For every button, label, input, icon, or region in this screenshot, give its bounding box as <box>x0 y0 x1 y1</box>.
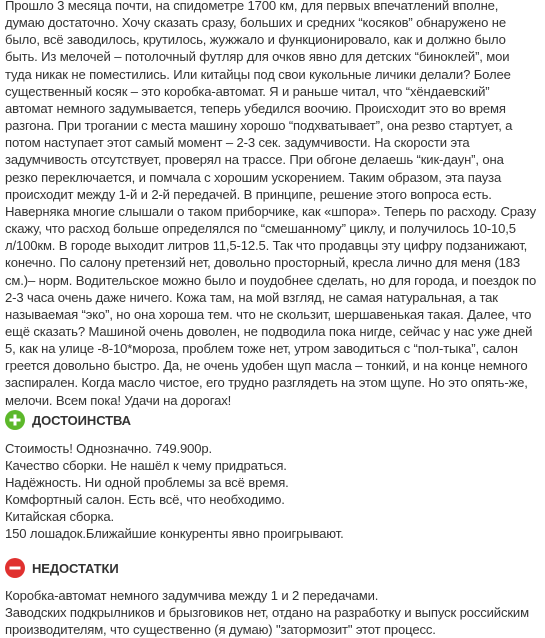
list-item: Заводских подкрылников и брызговиков нет, отдано на разработку и выпуск российским производителям, что существенно (я думаю) "затормозит" этот процесс. <box>5 605 529 638</box>
pros-list <box>5 440 537 543</box>
pros-header <box>5 409 131 431</box>
cons-title: НЕДОСТАТКИ <box>32 560 119 576</box>
list-item: Коробка-автомат немного задумчива между 1 и 2 передачами. <box>5 588 379 603</box>
list-item: Комфортный салон. Есть всё, что необходимо. <box>5 492 285 508</box>
cons-header <box>5 557 119 579</box>
minus-icon <box>5 558 25 578</box>
pros-title: ДОСТОИНСТВА <box>32 412 131 428</box>
list-item: Стоимость! Однозначно. 749.900р. <box>5 441 213 456</box>
list-item: Качество сборки. Не нашёл к чему придраться. <box>5 458 287 474</box>
plus-icon <box>5 410 25 430</box>
list-item: 150 лошадок.Ближайшие конкуренты явно проигрывают. <box>5 526 344 542</box>
list-item: Китайская сборка. <box>5 509 114 525</box>
cons-list <box>5 587 537 638</box>
review-body: Прошло 3 месяца почти, на спидометре 1700 км, для первых впечатлений вполне, думаю достаточно. Хочу сказать сразу, больших и средних “косяков” обнаружено не было, всё заводилось, крутилось, жужжало и функционировало, как и должно было быть. Из мелочей – потолочный футляр для очков явно для детских “биноклей”, мои туда никак не поместились. Или китайцы под свои кукольные личики делали? Более существенный косяк – это коробка-автомат. Я и раньше читал, что “хёндаевский” автомат немного задумывается, теперь убедился воочию. Происходит это во время разгона. При трогании с места машину хорошо “подхватывает”, она резво стартует, а потом наступает этот самый момент – 2-3 сек. задумчивости. На скорости эта задумчивость отсутствует, проверял на трассе. При обгоне делаешь “кик-даун”, она резко переключается, и помчала с хорошим ускорением. Таким образом, эта пауза происходит между 1-й и 2-й передачей. В принципе, решение этого вопроса есть. Наверняка многие слышали о таком приборчике, как «шпора». Теперь по расходу. Сразу скажу, что расход больше определялся по “смешанному” циклу, и получилось 10-10,5 л/100км. В городе выходит литров 11,5-12.5. Так что продавцы эту цифру подзанижают, конечно. По салону претензий нет, довольно просторный, кресла лично для меня (183 см.)– норм. Водительское можно было и поудобнее сделать, но для города, и поездок по 2-3 часа очень даже ничего. Кожа там, на мой взгляд, не самая натуральная, а так называемая “эко”, но она хороша тем. что не скользит, шершавенькая такая. Далее, что ещё сказать? Машиной очень доволен, не подводила пока нигде, сейчас у нас уже дней 5, как на улице -8-10*мороза, проблем тоже нет, утром заводиться с “пол-тыка”, салон греется довольно быстро. Да, не очень удобен щуп масла – тонкий, и на конце немного заспирален. Когда масло чистое, его трудно разглядеть на этом щупе. Но это опять-же, мелочи. Всем пока! Удачи на дорогах! <box>5 0 537 408</box>
list-item: Надёжность. Ни одной проблемы за всё время. <box>5 475 289 491</box>
